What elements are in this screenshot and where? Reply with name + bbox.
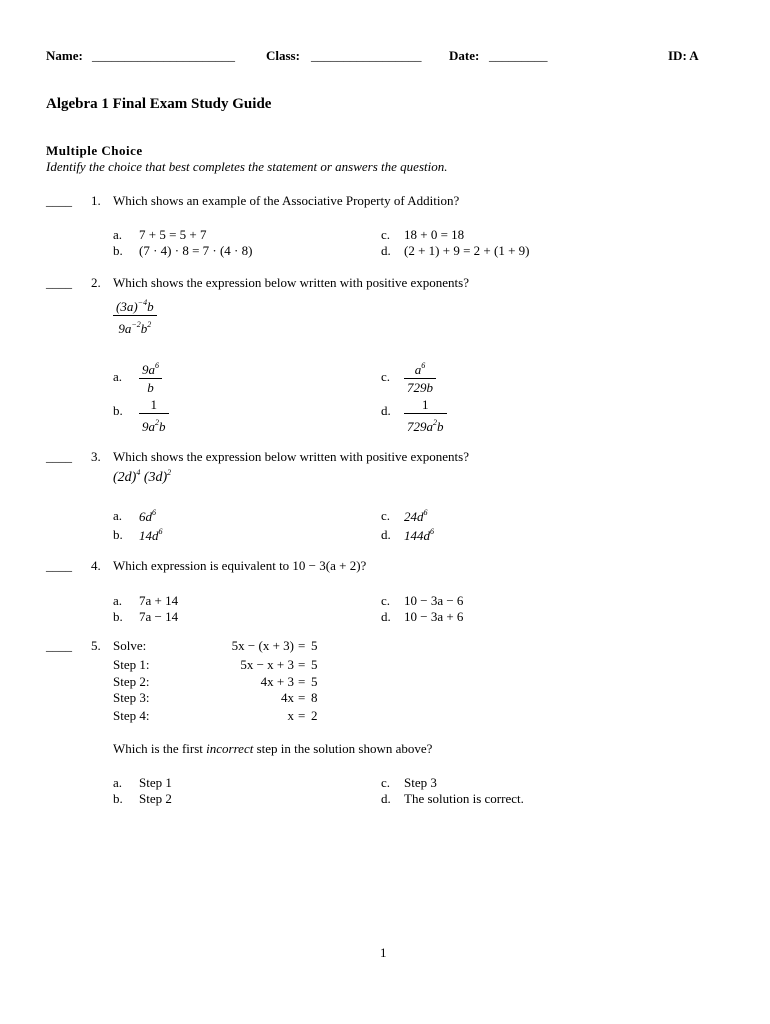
choice-letter: b. — [113, 791, 123, 806]
choice-base: 144d — [404, 528, 430, 543]
choice-letter: a. — [113, 227, 123, 242]
answer-blank[interactable]: ____ — [46, 449, 72, 464]
step-eq: = — [298, 690, 306, 705]
choice-text: 7 + 5 = 5 + 7 — [139, 227, 207, 242]
expr-den-base: 9a — [118, 321, 132, 336]
choice-letter: c. — [381, 593, 391, 608]
step-rhs: 5 — [311, 674, 318, 689]
question-number: 5. — [91, 638, 101, 653]
expr-exp2: 2 — [167, 468, 172, 477]
step-label: Step 2: — [113, 674, 150, 689]
question-number: 3. — [91, 449, 101, 464]
step-lhs: 5x − x + 3 — [240, 657, 294, 672]
frac-den: 9a — [142, 419, 155, 434]
expr-den-exp2: 2 — [147, 320, 152, 329]
choice-letter: c. — [381, 227, 391, 242]
choice-letter: d. — [381, 243, 391, 258]
expr-num-base: (3a) — [116, 299, 138, 314]
choice-letter: d. — [381, 791, 391, 806]
choice-fraction — [404, 396, 447, 435]
choice-letter: a. — [113, 508, 123, 523]
choice-base: 14d — [139, 528, 159, 543]
frac-den-tail: b — [437, 419, 444, 434]
frac-den-exp: 2 — [155, 418, 159, 427]
expression — [113, 468, 171, 486]
step-label: Step 1: — [113, 657, 150, 672]
answer-blank[interactable]: ____ — [46, 275, 72, 290]
choice-letter: c. — [381, 775, 391, 790]
answer-blank[interactable]: ____ — [46, 638, 72, 653]
choice-text — [404, 508, 428, 525]
step-lhs: 5x − (x + 3) — [231, 638, 294, 653]
choice-base: 24d — [404, 509, 424, 524]
question-text-part: step in the solution shown above? — [256, 741, 433, 756]
choice-letter: b. — [113, 609, 123, 624]
choice-exp: 6 — [152, 508, 156, 517]
frac-num: a — [414, 362, 422, 377]
step-eq: = — [298, 708, 306, 723]
choice-text: 7a − 14 — [139, 609, 179, 624]
date-label: Date: — [449, 48, 480, 63]
frac-den: 729b — [407, 380, 433, 395]
choice-letter: a. — [113, 775, 123, 790]
step-rhs: 5 — [311, 657, 318, 672]
question-text-part: Which is the first — [113, 741, 203, 756]
question-text — [113, 741, 432, 757]
frac-num: 1 — [150, 397, 157, 412]
expr-den-b: b — [140, 321, 148, 336]
choice-exp: 6 — [158, 527, 163, 536]
choice-text: (7 · 4) · 8 = 7 · (4 · 8) — [139, 243, 253, 258]
choice-fraction — [404, 357, 436, 396]
choice-exp: 6 — [430, 527, 434, 536]
choice-text: 10 − 3a + 6 — [404, 609, 464, 624]
step-lhs: x — [287, 708, 294, 723]
choice-fraction — [139, 396, 169, 435]
expr-part1: (2d) — [113, 470, 137, 485]
step-label: Step 4: — [113, 708, 150, 723]
choice-letter: b. — [113, 403, 123, 418]
choice-letter: d. — [381, 403, 391, 418]
step-eq: = — [298, 657, 306, 672]
choice-text: 18 + 0 = 18 — [404, 227, 465, 242]
choice-text: Step 2 — [139, 791, 172, 806]
expr-exp1: 4 — [136, 468, 141, 477]
choice-text: (2 + 1) + 9 = 2 + (1 + 9) — [404, 243, 530, 258]
name-label: Name: — [46, 48, 83, 63]
step-eq: = — [298, 674, 306, 689]
choice-letter: a. — [113, 593, 123, 608]
page-number: 1 — [380, 945, 387, 960]
frac-den-exp: 2 — [433, 418, 437, 427]
step-label: Solve: — [113, 638, 147, 653]
frac-den: 729a — [407, 419, 433, 434]
choice-letter: c. — [381, 508, 391, 523]
question-number: 1. — [91, 193, 101, 208]
id-label: ID: A — [668, 48, 699, 63]
answer-blank[interactable]: ____ — [46, 193, 72, 208]
choice-letter: a. — [113, 369, 123, 384]
choice-text — [139, 508, 156, 525]
frac-num: 9a — [142, 362, 155, 377]
expr-den-exp: −2 — [131, 320, 141, 329]
question-number: 2. — [91, 275, 101, 290]
step-lhs: 4x + 3 — [260, 674, 294, 689]
frac-num: 1 — [422, 397, 429, 412]
answer-blank[interactable]: ____ — [46, 558, 72, 573]
choice-text: The solution is correct. — [404, 791, 524, 806]
class-label: Class: — [266, 48, 300, 63]
section-heading: Multiple Choice — [46, 143, 143, 158]
question-text: Which shows an example of the Associative Property of Addition? — [113, 193, 460, 208]
frac-den: b — [147, 380, 154, 395]
choice-text: Step 1 — [139, 775, 172, 790]
step-rhs: 5 — [311, 638, 318, 653]
question-text: Which expression is equivalent to 10 − 3(a + 2)? — [113, 558, 367, 573]
choice-letter: b. — [113, 243, 123, 258]
step-lhs: 4x — [281, 690, 294, 705]
question-number: 4. — [91, 558, 101, 573]
choice-letter: d. — [381, 609, 391, 624]
choice-letter: d. — [381, 527, 391, 542]
expression-fraction — [113, 294, 157, 337]
step-eq: = — [298, 638, 306, 653]
expr-num-exp: −4 — [137, 298, 148, 307]
choice-letter: c. — [381, 369, 391, 384]
choice-text: 10 − 3a − 6 — [404, 593, 464, 608]
question-text-italic: incorrect — [206, 741, 254, 756]
frac-num-exp: 6 — [421, 361, 426, 370]
choice-base: 6d — [139, 509, 152, 524]
name-blank[interactable]: ______________________ — [92, 48, 235, 63]
choice-letter: b. — [113, 527, 123, 542]
step-rhs: 8 — [311, 690, 318, 705]
choice-text: 7a + 14 — [139, 593, 179, 608]
step-rhs: 2 — [311, 708, 318, 723]
question-text: Which shows the expression below written with positive exponents? — [113, 449, 469, 464]
section-instructions: Identify the choice that best completes the statement or answers the question. — [46, 159, 448, 174]
page-title: Algebra 1 Final Exam Study Guide — [46, 96, 272, 112]
choice-exp: 6 — [423, 508, 428, 517]
question-text: Which shows the expression below written with positive exponents? — [113, 275, 469, 290]
date-blank[interactable]: _________ — [489, 48, 548, 63]
step-label: Step 3: — [113, 690, 150, 705]
choice-text — [139, 527, 163, 544]
expr-num-b: b — [147, 299, 154, 314]
expr-part2: (3d) — [143, 470, 168, 485]
frac-num-exp: 6 — [155, 361, 159, 370]
class-blank[interactable]: _________________ — [311, 48, 422, 63]
frac-den-tail: b — [159, 419, 166, 434]
choice-text: Step 3 — [404, 775, 437, 790]
choice-text — [404, 527, 434, 544]
choice-fraction — [139, 357, 162, 396]
